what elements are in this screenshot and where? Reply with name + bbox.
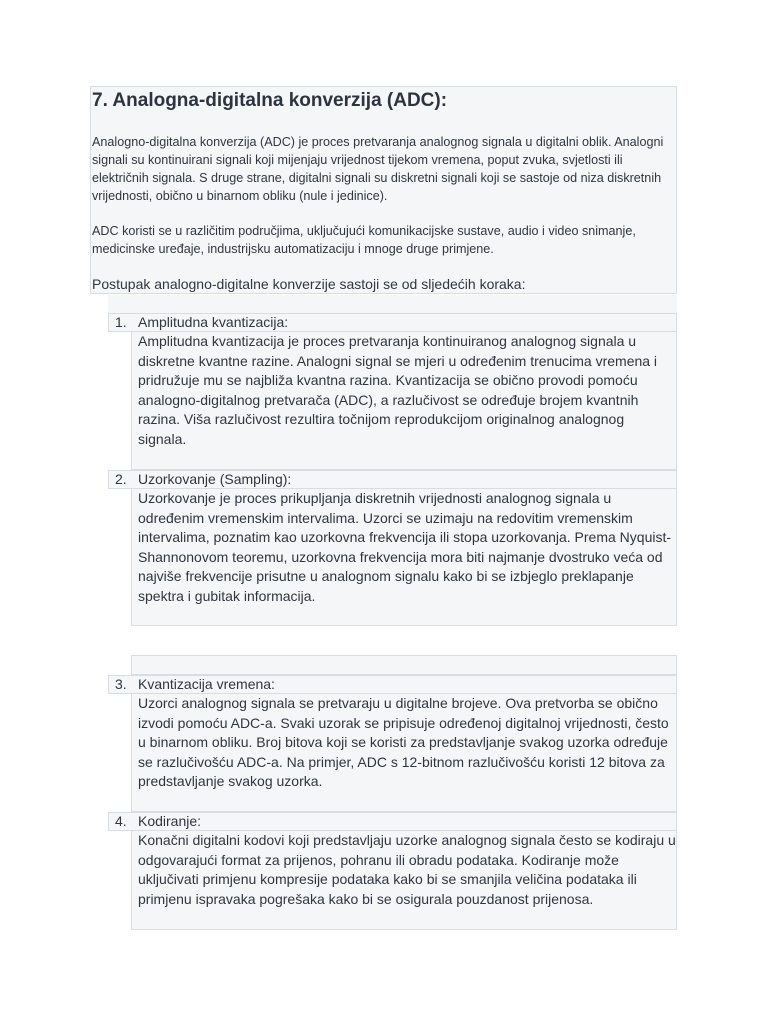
step-title: Kodiranje: xyxy=(138,813,202,829)
step-number: 2. xyxy=(115,471,127,487)
step-text: Uzorci analognog signala se pretvaraju u digitalne brojeve. Ova pretvorba se obično izvodi pomoću ADC-a. Svaki uzorak se pripisuje određenoj digitalnoj vrijednosti, često u binarnom obliku. Broj bitova koji se koristi za predstavljanje svakog uzorka određuje se razlučivošću ADC-a. Na primjer, ADC s 12-bitnom razlučivošću koristi 12 bitova za predstavljanje svakog uzorka. xyxy=(138,695,669,789)
step-number: 4. xyxy=(115,813,127,829)
spacer-band xyxy=(131,655,677,675)
intro-paragraph-2: ADC koristi se u različitim područjima, uključujući komunikacijske sustave, audio i video snimanje, medicinske uređaje, industrijsku automatizaciju i mnoge druge primjene. xyxy=(92,224,636,256)
step-heading xyxy=(108,313,677,332)
step-body xyxy=(131,694,677,812)
step-body xyxy=(131,831,677,930)
step-body xyxy=(131,489,677,626)
step-title: Amplitudna kvantizacija: xyxy=(138,314,289,330)
steps-intro: Postupak analogno-digitalne konverzije sastoji se od sljedećih koraka: xyxy=(92,276,526,292)
step-heading xyxy=(108,812,677,831)
step-title: Kvantizacija vremena: xyxy=(138,676,275,692)
step-text: Amplitudna kvantizacija je proces pretvaranja kontinuiranog analognog signala u diskretne kvantne razine. Analogni signal se mjeri u određenim trenucima vremena i pridružuje mu se najbliža kvantna razina. Kvantizacija se obično provodi pomoću analogno-digitalnog pretvarača (ADC), a razlučivost se određuje brojem kvantnih razina. Viša razlučivost rezultira točnijom reprodukcijom originalnog analognog signala. xyxy=(138,333,658,447)
step-text: Konačni digitalni kodovi koji predstavljaju uzorke analognog signala često se kodiraju u odgovarajući format za prijenos, pohranu ili obradu podataka. Kodiranje može uključivati primjenu kompresije podataka kako bi se smanjila veličina podataka ili primjenu ispravaka pogrešaka kako bi se osigurala pouzdanost prijenosa. xyxy=(138,832,676,907)
step-heading xyxy=(108,675,677,694)
step-heading xyxy=(108,470,677,489)
step-number: 1. xyxy=(115,314,127,330)
step-body xyxy=(131,332,677,470)
step-text: Uzorkovanje je proces prikupljanja diskretnih vrijednosti analognog signala u određenim vremenskim intervalima. Uzorci se uzimaju na redovitim vremenskim intervalima, poznatim kao uzorkovna frekvencija ili stopa uzorkovanja. Prema Nyquist-Shannonovom teoremu, uzorkovna frekvencija mora biti najmanje dvostruko veća od najviše frekvencije prisutne u analognom signalu kako bi se izbjeglo preklapanje spektra i gubitak informacija. xyxy=(138,490,672,604)
page-title: 7. Analogna-digitalna konverzija (ADC): xyxy=(92,90,448,111)
spacer-band xyxy=(108,295,677,313)
step-number: 3. xyxy=(115,676,127,692)
intro-paragraph-1: Analogno-digitalna konverzija (ADC) je proces pretvaranja analognog signala u digitalni oblik. Analogni signali su kontinuirani signali koji mijenjaju vrijednost tijekom vremena, poput zvuka, svjetlosti ili električnih signala. S druge strane, digitalni signali su diskretni signali koji se sastoje od niza diskretnih vrijednosti, obično u binarnom obliku (nule i jedinice). xyxy=(92,135,664,203)
step-title: Uzorkovanje (Sampling): xyxy=(138,471,292,487)
